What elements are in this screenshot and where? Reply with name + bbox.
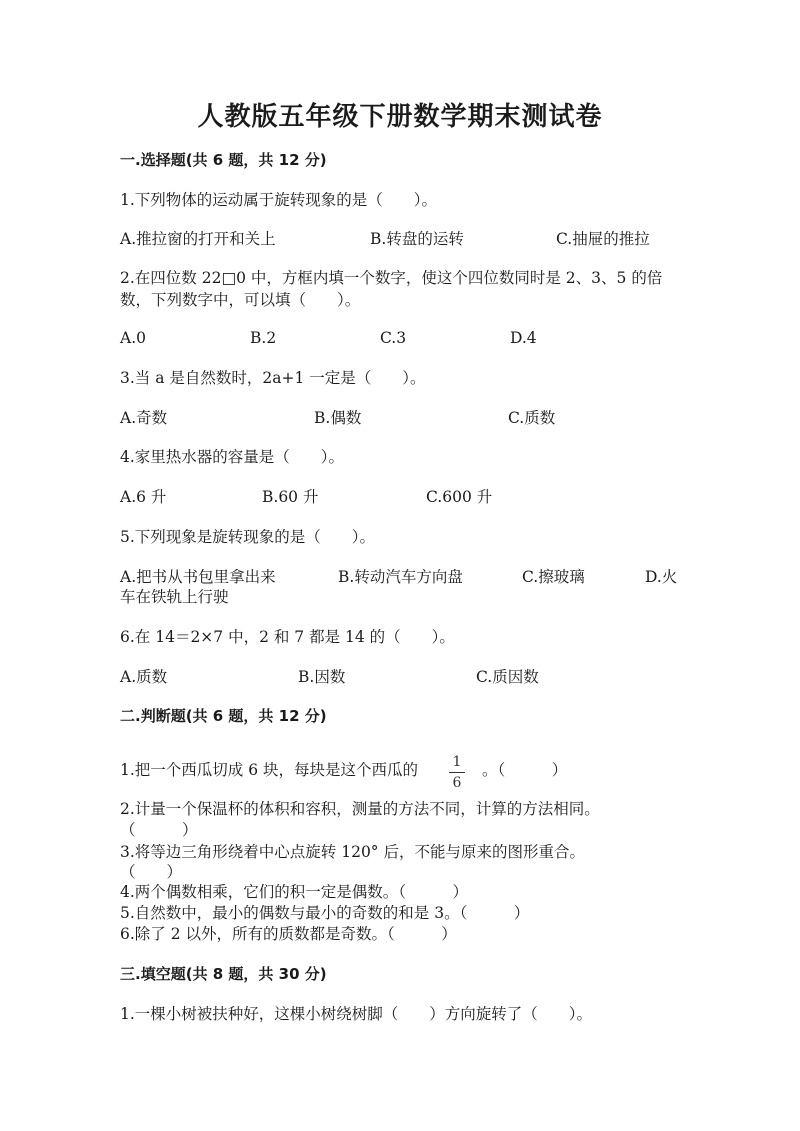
option-b: B.转盘的运转 (370, 230, 464, 248)
fraction-numerator: 1 (452, 754, 462, 770)
question-2-3: 3.将等边三角形绕着中心点旋转 120° 后，不能与原来的图形重合。 (120, 843, 585, 861)
question-1-4: 4.家里热水器的容量是（ ）。 (120, 448, 345, 466)
fraction-bar (449, 772, 465, 773)
question-1-3: 3.当 a 是自然数时，2a+1 一定是（ ）。 (120, 369, 426, 387)
option-a: A.奇数 (120, 409, 168, 427)
section-heading-choice: 一.选择题(共 6 题，共 12 分) (120, 151, 327, 169)
question-2-1-blank: 。（ ） (482, 761, 568, 779)
question-2-2-blank: （ ） (120, 821, 198, 839)
fraction-denominator: 6 (452, 775, 462, 791)
option-b: B.因数 (298, 668, 346, 686)
question-2-2: 2.计量一个保温杯的体积和容积，测量的方法不同，计算的方法相同。 (120, 800, 600, 818)
fraction (448, 754, 466, 791)
option-c: C.质数 (508, 409, 556, 427)
option-b: B.60 升 (262, 488, 319, 506)
question-3-1: 1.一棵小树被扶种好，这棵小树绕树脚（ ）方向旋转了（ ）。 (120, 1005, 593, 1023)
option-b: B.偶数 (314, 409, 362, 427)
question-2-3-blank: （ ） (120, 863, 183, 881)
option-d: D.4 (510, 329, 537, 347)
page-title: 人教版五年级下册数学期末测试卷 (197, 102, 603, 132)
option-d-cont: 车在铁轨上行驶 (120, 588, 229, 606)
question-1-1: 1.下列物体的运动属于旋转现象的是（ ）。 (120, 191, 438, 209)
question-2-1: 1.把一个西瓜切成 6 块，每块是这个西瓜的 (120, 761, 419, 779)
question-1-6: 6.在 14＝2×7 中，2 和 7 都是 14 的（ ）。 (120, 628, 455, 646)
question-2-6: 6.除了 2 以外，所有的质数都是奇数。（ ） (120, 925, 457, 943)
section-heading-fill: 三.填空题(共 8 题，共 30 分) (120, 965, 327, 983)
option-c: C.质因数 (476, 668, 539, 686)
option-a: A.6 升 (120, 488, 167, 506)
option-b: B.转动汽车方向盘 (338, 568, 463, 586)
question-1-2-cont: 数，下列数字中，可以填（ ）。 (120, 291, 361, 309)
option-d: D.火 (645, 568, 678, 586)
option-c: C.600 升 (426, 488, 493, 506)
option-a: A.质数 (120, 668, 168, 686)
option-c: C.3 (380, 329, 407, 347)
question-2-5: 5.自然数中，最小的偶数与最小的奇数的和是 3。（ ） (120, 904, 530, 922)
section-heading-judge: 二.判断题(共 6 题，共 12 分) (120, 707, 327, 725)
question-2-4: 4.两个偶数相乘，它们的积一定是偶数。（ ） (120, 883, 469, 901)
question-1-5: 5.下列现象是旋转现象的是（ ）。 (120, 528, 376, 546)
option-b: B.2 (250, 329, 277, 347)
option-a: A.把书从书包里拿出来 (120, 568, 276, 586)
question-1-2: 2.在四位数 22□0 中，方框内填一个数字，使这个四位数同时是 2、3、5 的倍 (120, 269, 663, 287)
option-a: A.0 (120, 329, 146, 347)
option-a: A.推拉窗的打开和关上 (120, 230, 276, 248)
option-c: C.擦玻璃 (522, 568, 585, 586)
option-c: C.抽屉的推拉 (556, 230, 650, 248)
